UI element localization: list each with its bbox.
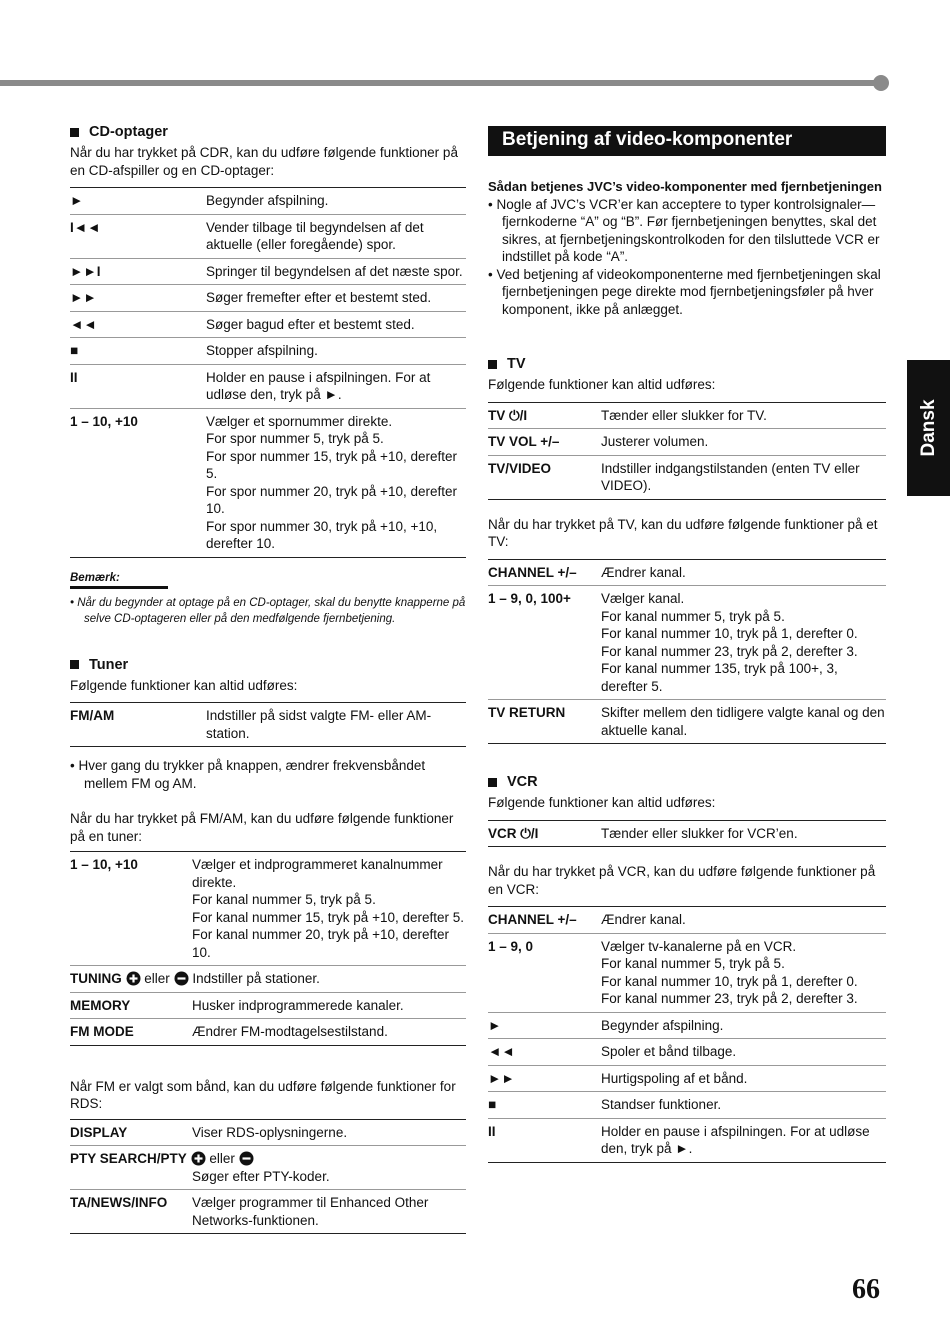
video-bullet-1: • Nogle af JVC’s VCR’er kan acceptere to typer kontrolsignaler—fjernkoderne “A” og “B”. Før fjernbetjeningen benyttes, skal det sikres, at fjernbetjeningskontrolkoden for den tilsluttede VCR er indstillet på kode “A”. [488,196,880,264]
row-value: Ændrer FM-modtagelsestilstand. [192,1019,466,1046]
table-row [70,1019,466,1046]
table-row [488,820,886,847]
vcr-intro: Følgende funktioner kan altid udføres: [488,795,716,810]
row-key: ■ [488,1092,601,1119]
row-key: ►►I [70,258,206,285]
note-text: • Når du begynder at optage på en CD-optager, skal du benytte knapperne på selve CD-optageren eller på den medfølgende fjernbetjening. [70,596,466,625]
top-rule-dot [873,75,889,91]
row-value: Standser funktioner. [601,1092,886,1119]
tv-intro: Følgende funktioner kan altid udføres: [488,377,716,392]
row-value: Justerer volumen. [601,429,886,456]
row-value: Søger bagud efter et bestemt sted. [206,311,466,338]
table-row [488,1039,886,1066]
tuner-table-2 [70,851,466,1046]
row-value: Vælger kanal. For kanal nummer 5, tryk på 5. For kanal nummer 10, tryk på 1, derefter 0. For kanal nummer 23, tryk på 2, derefter 3. For kanal nummer 135, tryk på 100+, 3, derefter 5. [601,586,886,700]
table-row [488,1012,886,1039]
row-key: 1 – 9, 0 [488,933,601,1012]
cd-heading: CD-optager [70,124,466,140]
row-value: Holder en pause i afspilningen. For at udløse den, tryk på ►. [601,1118,886,1162]
row-key: ◄◄ [488,1039,601,1066]
pty-row: PTY SEARCH/PTY eller Søger efter PTY-koder. [70,1146,466,1190]
table-row [488,429,886,456]
table-row [70,408,466,557]
page-number: 66 [852,1274,880,1305]
plus-circle-icon [191,1151,206,1166]
row-key: CHANNEL +/– [488,564,577,580]
note-title: Bemærk: [70,572,168,589]
square-bullet-icon [70,660,79,669]
vcr-table-2 [488,906,886,1163]
table-row [488,700,886,744]
row-key: 1 – 10, +10 [70,857,138,872]
row-value: Spoler et bånd tilbage. [601,1039,886,1066]
table-row [70,992,466,1019]
row-value: Søger fremefter efter et bestemt sted. [206,285,466,312]
table-row [70,364,466,408]
cd-table [70,187,466,558]
tuner-table-1 [70,702,466,747]
row-value: Begynder afspilning. [601,1012,886,1039]
table-row [70,214,466,258]
rds-table [70,1119,466,1235]
table-row [70,188,466,215]
table-row [488,559,886,586]
table-row [488,402,886,429]
table-row [70,258,466,285]
top-rule [0,80,876,86]
row-key: II [70,364,206,408]
rds-intro: Når FM er valgt som bånd, kan du udføre følgende funktioner for RDS: [70,1078,456,1111]
row-value: Tænder eller slukker for VCR’en. [601,825,798,841]
row-value: Vælger et indprogrammeret kanalnummer direkte. For kanal nummer 5, tryk på 5. For kanal nummer 15, tryk på +10, derefter 5. For kanal nummer 20, tryk på +10, derefter 10. [192,857,465,960]
row-key: MEMORY [70,992,192,1019]
table-row [70,852,466,966]
row-key: TV RETURN [488,700,601,744]
table-row [488,933,886,1012]
row-key: ► [70,193,84,208]
left-column [70,124,466,1234]
video-bullet-2: • Ved betjening af videokomponenterne med fjernbetjeningen skal fjernbetjeningen pege direkte mod fjernbetjeningsføler på hver komponent, ikke på anlægget. [488,266,881,317]
video-subhead: Sådan betjenes JVC’s video-komponenter med fjernbetjeningen [488,179,882,194]
row-key: TV/VIDEO [488,455,601,499]
table-row [70,1119,466,1146]
vcr-intro-2: Når du har trykket på VCR, kan du udføre følgende funktioner på en VCR: [488,864,876,897]
table-row [70,966,466,993]
plus-circle-icon [126,971,141,986]
tv-table-2 [488,559,886,745]
row-key: VCR ⏻/I [488,825,539,841]
row-value: Begynder afspilning. [206,193,329,208]
row-key: FM/AM [70,708,115,723]
row-key: CHANNEL +/– [488,912,577,927]
table-row [488,1118,886,1162]
table-row [488,1092,886,1119]
row-value: Vender tilbage til begyndelsen af det aktuelle (eller foregående) spor. [206,214,466,258]
row-value: Viser RDS-oplysningerne. [192,1124,348,1140]
row-value: Indstiller på sidst valgte FM- eller AM-station. [206,708,432,741]
row-value: Vælger tv-kanalerne på en VCR. For kanal nummer 5, tryk på 5. For kanal nummer 10, tryk på 1, derefter 0. For kanal nummer 23, tryk på 2, derefter 3. [601,933,886,1012]
table-row [70,1190,466,1234]
tv-table-1 [488,402,886,500]
minus-circle-icon [174,971,189,986]
tuner-heading: Tuner [70,657,466,673]
table-row [488,455,886,499]
row-value: Vælger programmer til Enhanced Other Networks-funktionen. [192,1190,466,1234]
row-value: Husker indprogrammerede kanaler. [192,992,466,1019]
row-value: Ændrer kanal. [601,912,686,927]
table-row [488,907,886,934]
cd-intro: Når du har trykket på CDR, kan du udføre følgende funktioner på en CD-afspiller og en CD-optager: [70,145,458,178]
row-key: II [488,1118,601,1162]
table-row [70,338,466,365]
row-key: TV VOL +/– [488,429,601,456]
row-key: 1 – 9, 0, 100+ [488,586,601,700]
row-key: I◄◄ [70,214,206,258]
tv-heading: TV [488,356,886,372]
square-bullet-icon [488,360,497,369]
section-banner: Betjening af video-komponenter [488,126,886,156]
vcr-table-1 [488,820,886,848]
table-row [488,586,886,700]
row-key: 1 – 10, +10 [70,408,206,557]
row-key: ■ [70,338,206,365]
tuning-row: TUNING eller Indstiller på stationer. [70,966,466,993]
row-key: DISPLAY [70,1124,128,1140]
row-key: FM MODE [70,1019,192,1046]
row-value: Skifter mellem den tidligere valgte kanal og den aktuelle kanal. [601,700,886,744]
row-key: ◄◄ [70,311,206,338]
row-key: TA/NEWS/INFO [70,1190,192,1234]
vcr-heading: VCR [488,774,886,790]
row-key: ► [488,1012,601,1039]
tuner-bullet: • Hver gang du trykker på knappen, ændrer frekvensbåndet mellem FM og AM. [70,758,426,791]
language-tab: Dansk [907,360,950,496]
row-value: Hurtigspoling af et bånd. [601,1065,886,1092]
table-row [70,285,466,312]
pty-text: Søger efter PTY-koder. [192,1168,330,1184]
minus-circle-icon [239,1151,254,1166]
row-value: Vælger et spornummer direkte. For spor nummer 5, tryk på 5. For spor nummer 15, tryk på +10, derefter 5. For spor nummer 20, tryk på +10, derefter 10. For spor nummer 30, tryk på +10, +10, derefter 10. [206,408,466,557]
tuner-intro: Følgende funktioner kan altid udføres: [70,677,298,693]
row-value: Stopper afspilning. [206,338,466,365]
tuner-intro-2: Når du har trykket på FM/AM, kan du udføre følgende funktioner på en tuner: [70,811,454,844]
row-key: ►► [70,285,206,312]
row-value: Holder en pause i afspilningen. For at udløse den, tryk på ►. [206,364,466,408]
tv-intro-2: Når du har trykket på TV, kan du udføre følgende funktioner på et TV: [488,516,878,549]
row-value: Springer til begyndelsen af det næste spor. [206,258,466,285]
row-key: ►► [488,1065,601,1092]
square-bullet-icon [488,778,497,787]
row-value: Tænder eller slukker for TV. [601,407,767,423]
table-row [70,1146,466,1190]
right-column [488,126,886,1163]
row-value: Ændrer kanal. [601,564,686,580]
table-row [70,311,466,338]
row-value: Indstiller indgangstilstanden (enten TV eller VIDEO). [601,455,886,499]
table-row [488,1065,886,1092]
table-row [70,703,466,747]
row-key: TV ⏻/I [488,407,528,423]
square-bullet-icon [70,128,79,137]
